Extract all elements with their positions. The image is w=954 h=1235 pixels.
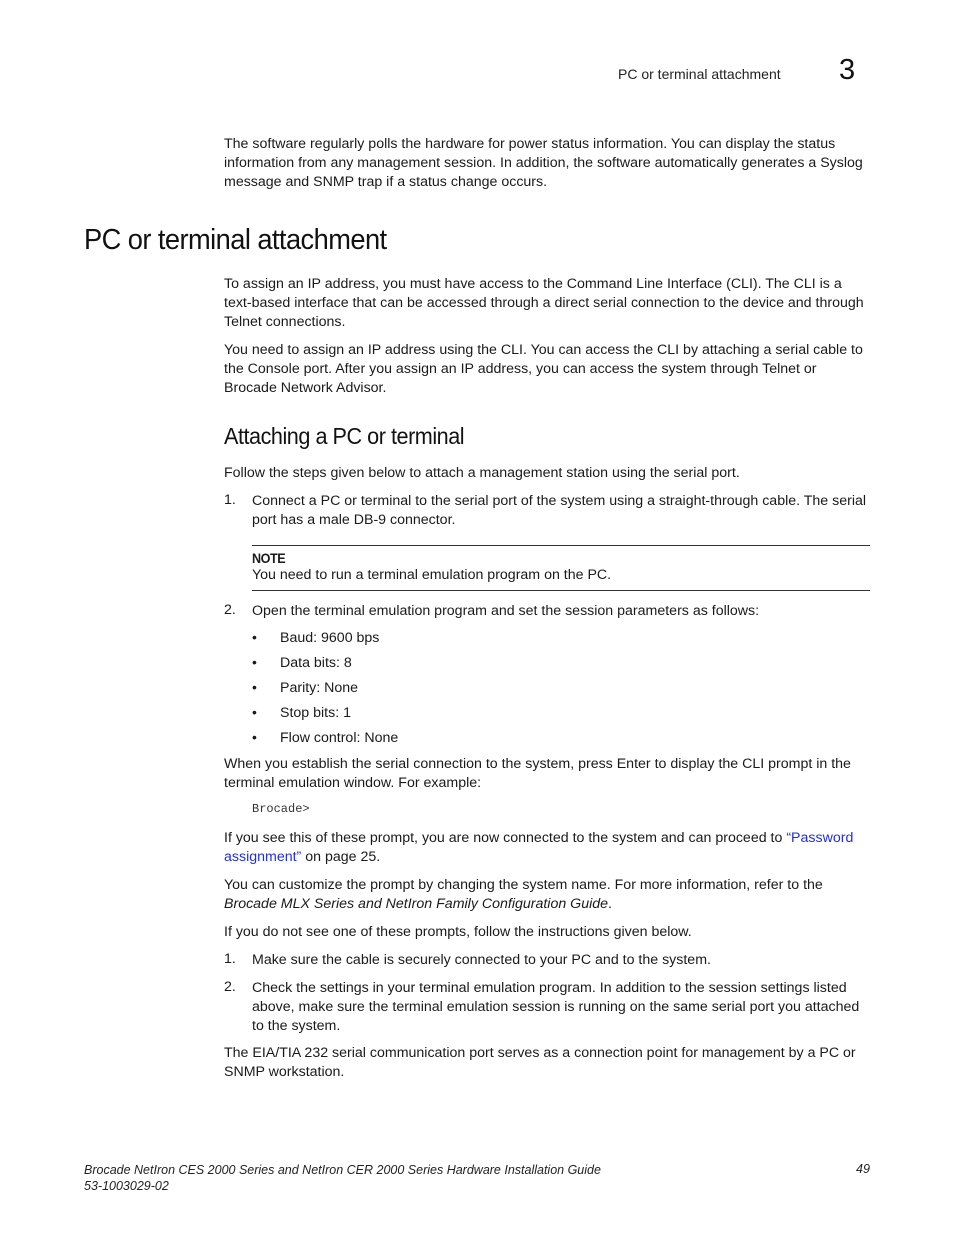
- prompt-text-before: If you see this of these prompt, you are now connected to the system and can proceed to: [224, 830, 787, 846]
- troubleshoot-step-1: [224, 951, 870, 970]
- customize-paragraph: [224, 876, 870, 914]
- section-paragraph-2: You need to assign an IP address using the CLI. You can access the CLI by attaching a serial cable to the Console port. After you assign an IP address, you can access the system through Telnet or Brocade Network Advisor.: [224, 342, 863, 396]
- bullet-text: Flow control: None: [280, 730, 399, 746]
- note-label: NOTE: [252, 550, 286, 566]
- footer-guide-info: [84, 1162, 601, 1194]
- code-example: Brocade>: [252, 802, 310, 816]
- step-2: [224, 602, 870, 621]
- section-paragraph-1: To assign an IP address, you must have access to the Command Line Interface (CLI). The CLI is a text-based interface that can be accessed through a direct serial connection to the device and through Telnet connections.: [224, 276, 864, 330]
- intro-paragraph: The software regularly polls the hardware for power status information. You can display the status information from any management session. In addition, the software automatically generates a Syslog message and SNMP trap if a status change occurs.: [224, 136, 863, 190]
- section-heading: PC or terminal attachment: [84, 224, 387, 256]
- customize-text-before: You can customize the prompt by changing the system name. For more information, refer to the: [224, 877, 823, 893]
- bullet-text: Parity: None: [280, 680, 359, 696]
- subsection-lead: Follow the steps given below to attach a management station using the serial port.: [224, 465, 740, 481]
- step-number: 2.: [224, 602, 236, 618]
- troubleshoot-step-2: [224, 979, 870, 1036]
- bullet-icon: •: [252, 629, 257, 645]
- subsection-heading: Attaching a PC or terminal: [224, 423, 465, 449]
- note-text: You need to run a terminal emulation program on the PC.: [252, 567, 612, 583]
- prompt-text-after: on page 25.: [301, 849, 381, 865]
- step-number: 2.: [224, 979, 236, 995]
- step-text: Connect a PC or terminal to the serial port of the system using a straight-through cable. The serial port has a male DB-9 connector.: [252, 493, 867, 528]
- chapter-number: 3: [839, 54, 856, 86]
- step-text: Open the terminal emulation program and set the session parameters as follows:: [252, 603, 760, 619]
- footer-guide-title: Brocade NetIron CES 2000 Series and NetIron CER 2000 Series Hardware Installation Guide: [84, 1163, 601, 1177]
- footer-doc-number: 53-1003029-02: [84, 1179, 169, 1193]
- troubleshoot-lead: If you do not see one of these prompts, follow the instructions given below.: [224, 924, 692, 940]
- customize-text-after: .: [608, 896, 612, 912]
- closing-paragraph: The EIA/TIA 232 serial communication port serves as a connection point for management by a PC or SNMP workstation.: [224, 1045, 856, 1080]
- bullet-text: Stop bits: 1: [280, 705, 351, 721]
- bullet-text: Baud: 9600 bps: [280, 630, 380, 646]
- running-header-title: PC or terminal attachment: [618, 66, 781, 82]
- note-box: [252, 545, 870, 591]
- bullet-icon: •: [252, 654, 257, 670]
- page-number: 49: [856, 1162, 870, 1176]
- prompt-paragraph: [224, 829, 870, 867]
- after-bullets-paragraph: When you establish the serial connection to the system, press Enter to display the CLI prompt in the terminal emulation window. For example:: [224, 756, 851, 791]
- step-number: 1.: [224, 492, 236, 508]
- guide-title-italic: Brocade MLX Series and NetIron Family Configuration Guide: [224, 896, 609, 912]
- step-number: 1.: [224, 951, 236, 967]
- password-assignment-link[interactable]: “Password assignment”: [224, 830, 854, 865]
- step-1: [224, 492, 870, 530]
- step-text: Make sure the cable is securely connected to your PC and to the system.: [252, 952, 711, 968]
- bullet-icon: •: [252, 729, 257, 745]
- step-text: Check the settings in your terminal emulation program. In addition to the session settings listed above, make sure the terminal emulation session is running on the same serial port you attached to the system.: [252, 980, 860, 1034]
- bullet-icon: •: [252, 679, 257, 695]
- bullet-icon: •: [252, 704, 257, 720]
- bullet-text: Data bits: 8: [280, 655, 352, 671]
